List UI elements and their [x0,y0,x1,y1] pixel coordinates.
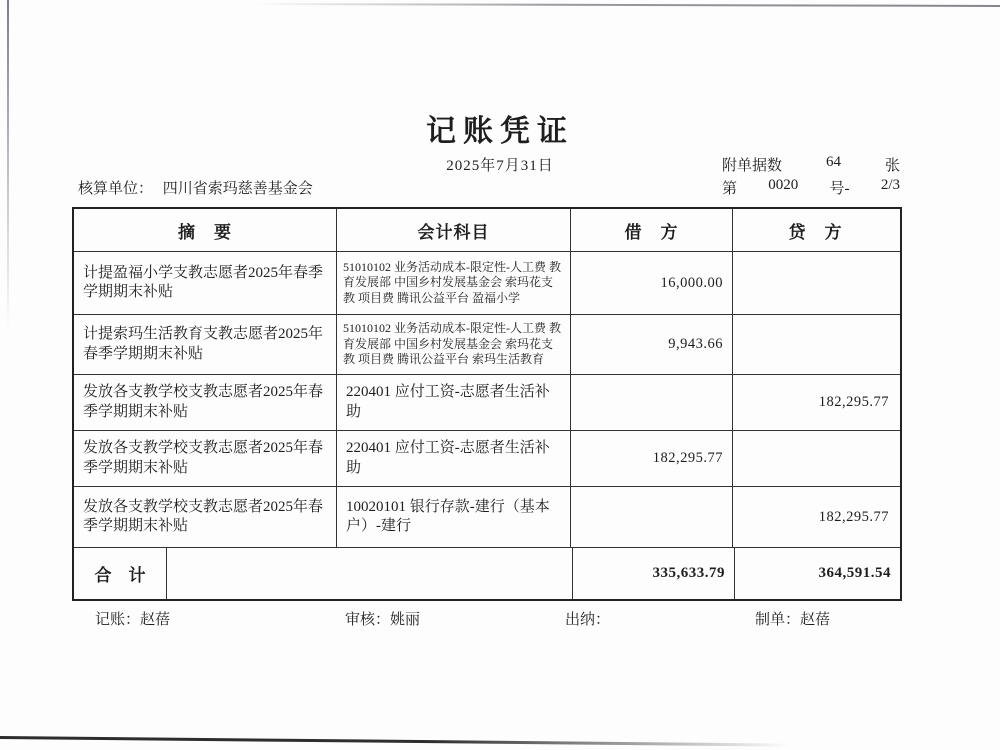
total-credit-amount: 364,591.54 [734,548,900,599]
row-account: 220401 应付工资-志愿者生活补助 [336,431,570,486]
table-row [74,430,900,486]
row-summary: 发放各支教学校支教志愿者2025年春季学期期末补贴 [83,440,324,476]
header-summary: 摘 要 [178,222,232,242]
voucher-number-prefix: 第 [722,181,738,197]
table-row [74,314,900,374]
preparer-label: 制单： [755,612,801,628]
total-label: 合 计 [94,566,146,585]
bookkeeper-label: 记账： [95,612,141,628]
voucher-number-line [722,177,900,198]
accounting-unit-label: 核算单位： [78,181,154,197]
voucher-number-page: 2/3 [880,177,900,193]
voucher-date: 2025年7月31日 [446,158,554,174]
row-debit-amount: 182,295.77 [570,431,732,486]
header-debit: 借 方 [570,209,732,251]
attachment-count-label: 附单据数 [722,158,783,174]
row-credit-amount [732,315,898,374]
attachment-count-unit: 张 [884,158,900,174]
total-spacer-cell [166,548,572,599]
table-total-row [74,547,900,599]
cashier-signature [565,608,610,629]
voucher-table [72,207,902,601]
total-debit-amount: 335,633.79 [572,548,734,599]
voucher-number-value: 0020 [768,177,799,193]
reviewer-name: 姚丽 [390,612,421,628]
header-credit: 贷 方 [732,209,898,251]
accounting-unit-value: 四川省索玛慈善基金会 [162,181,313,197]
row-debit-amount [570,487,732,547]
row-debit-amount: 16,000.00 [570,252,732,314]
row-credit-amount: 182,295.77 [732,375,898,430]
voucher-number-suffix: 号- [829,181,850,197]
row-debit-amount [570,375,732,430]
preparer-signature [755,608,830,629]
voucher-title: 记账凭证 [426,115,574,148]
table-row [74,486,900,547]
row-credit-amount [732,431,898,486]
row-account: 51010102 业务活动成本-限定性-人工费 教育发展部 中国乡村发展基金会 索玛花支教 项目费 腾讯公益平台 盈福小学 [336,252,570,314]
preparer-name: 赵蓓 [800,612,831,628]
row-summary: 发放各支教学校支教志愿者2025年春季学期期末补贴 [83,384,324,420]
reviewer-label: 审核： [345,612,391,628]
row-summary: 计提索玛生活教育支教志愿者2025年春季学期期末补贴 [83,326,324,362]
bookkeeper-signature [95,608,170,629]
row-account: 220401 应付工资-志愿者生活补助 [336,375,570,430]
row-account: 10020101 银行存款-建行（基本户）-建行 [336,487,570,547]
attachment-count-line [722,154,900,175]
accounting-unit-line [78,177,313,198]
table-row [74,251,900,314]
row-credit-amount: 182,295.77 [732,487,898,547]
bookkeeper-name: 赵蓓 [140,612,171,628]
scan-edge-top [255,3,1000,7]
reviewer-signature [345,608,420,629]
row-summary: 发放各支教学校支教志愿者2025年春季学期期末补贴 [83,498,324,534]
table-row [74,374,900,430]
attachment-count-value: 64 [826,154,841,170]
row-credit-amount [732,252,898,314]
row-summary: 计提盈福小学支教志愿者2025年春季学期期末补贴 [83,264,324,300]
table-header-row [74,209,900,251]
row-debit-amount: 9,943.66 [570,315,732,374]
scan-edge-bottom [0,736,790,747]
row-account: 51010102 业务活动成本-限定性-人工费 教育发展部 中国乡村发展基金会 索玛花支教 项目费 腾讯公益平台 索玛生活教育 [336,315,570,374]
header-account: 会计科目 [336,209,570,251]
cashier-label: 出纳： [565,612,611,628]
